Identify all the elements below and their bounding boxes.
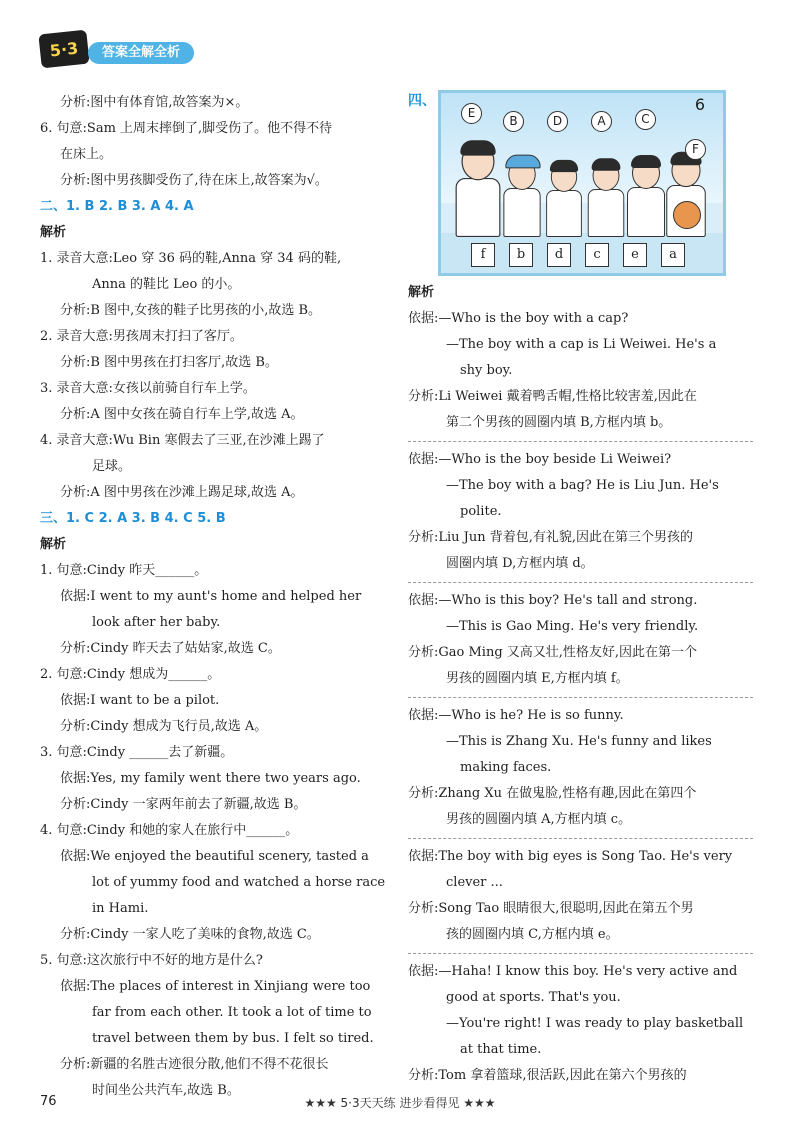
text-line: 依据:I went to my aunt's home and helped her (60, 589, 362, 604)
text-line: —This is Zhang Xu. He's funny and likes (446, 734, 712, 749)
text-line: 分析:Gao Ming 又高又壮,性格友好,因此在第一个 (408, 645, 698, 660)
boy-body (503, 188, 540, 237)
section-divider (408, 582, 753, 583)
hair (592, 158, 621, 170)
text-line: in Hami. (92, 901, 149, 916)
text-line: 6. 句意:Sam 上周末摔倒了,脚受伤了。他不得不待 (40, 121, 333, 136)
boy-head (551, 162, 577, 192)
text-line: —The boy with a bag? He is Liu Jun. He's (446, 478, 719, 493)
page-footer (0, 1094, 800, 1118)
logo-text: 5·3 (48, 38, 80, 60)
text-line: 分析:B 图中,女孩的鞋子比男孩的小,故选 B。 (60, 303, 322, 318)
answer-circle: F (685, 139, 706, 160)
text-line: 男孩的圆圈内填 E,方框内填 f。 (446, 671, 629, 686)
text-line: 2. 句意:Cindy 想成为______。 (40, 667, 221, 682)
boy-figure (588, 160, 624, 237)
text-line: 圆圈内填 D,方框内填 d。 (446, 556, 594, 571)
boy-head (593, 160, 620, 191)
answer-circle: B (503, 111, 524, 132)
text-line: 解析 (40, 537, 67, 552)
boy-body (627, 187, 665, 237)
left-column (40, 90, 390, 1104)
text-line: 分析:B 图中男孩在打扫客厅,故选 B。 (60, 355, 278, 370)
text-line: 分析:图中男孩脚受伤了,待在床上,故答案为√。 (60, 173, 328, 188)
text-line: 二、1. B 2. B 3. A 4. A (40, 199, 194, 214)
answer-circle: D (547, 111, 568, 132)
text-line: 1. 录音大意:Leo 穿 36 码的鞋,Anna 穿 34 码的鞋, (40, 251, 342, 266)
text-line: —This is Gao Ming. He's very friendly. (446, 619, 699, 634)
answer-box: a (661, 243, 685, 267)
boy-body (546, 190, 582, 237)
boy-body (456, 178, 501, 237)
text-line: 分析:Cindy 一家两年前去了新疆,故选 B。 (60, 797, 307, 812)
footer-slogan: ★★★ 5·3天天练 进步看得见 ★★★ (304, 1096, 496, 1110)
boy-head (461, 143, 494, 181)
text-line: lot of yummy food and watched a horse race (92, 875, 386, 890)
brand-logo (38, 30, 89, 69)
answer-box: f (471, 243, 495, 267)
text-line: 三、1. C 2. A 3. B 4. C 5. B (40, 511, 226, 526)
text-line: 分析:Cindy 一家人吃了美味的食物,故选 C。 (60, 927, 320, 942)
text-line: 依据:We enjoyed the beautiful scenery, tasted a (60, 849, 369, 864)
text-line: 依据:—Who is this boy? He's tall and strong. (408, 593, 698, 608)
right-column (408, 90, 753, 1089)
text-line: 分析:Cindy 昨天去了姑姑家,故选 C。 (60, 641, 281, 656)
boy-head (508, 159, 535, 190)
basketball-icon (673, 201, 701, 229)
text-line: 依据:—Haha! I know this boy. He's very active and (408, 964, 738, 979)
text-line: travel between them by bus. I felt so tired. (92, 1031, 374, 1046)
answer-box: e (623, 243, 647, 267)
text-line: making faces. (460, 760, 552, 775)
text-line: look after her baby. (92, 615, 221, 630)
hair (460, 140, 495, 155)
text-line: 依据:The boy with big eyes is Song Tao. He's very (408, 849, 733, 864)
text-line: at that time. (460, 1042, 542, 1057)
text-line: 解析 (40, 225, 67, 240)
text-line: 3. 句意:Cindy ______去了新疆。 (40, 745, 234, 760)
page-number: 76 (40, 1094, 57, 1109)
text-line: 依据:The places of interest in Xinjiang were too (60, 979, 371, 994)
text-line: Anna 的鞋比 Leo 的小。 (92, 277, 241, 292)
text-line: 依据:Yes, my family went there two years ago. (60, 771, 361, 786)
text-line: shy boy. (460, 363, 513, 378)
text-line: 在床上。 (60, 147, 113, 162)
text-line: 依据:—Who is he? He is so funny. (408, 708, 624, 723)
text-line: 分析:Song Tao 眼睛很大,很聪明,因此在第五个男 (408, 901, 694, 916)
text-line: 时间坐公共汽车,故选 B。 (92, 1083, 240, 1098)
boy-figure (456, 143, 501, 237)
text-line: 依据:—Who is the boy beside Li Weiwei? (408, 452, 672, 467)
text-line: 4. 录音大意:Wu Bin 寒假去了三亚,在沙滩上踢了 (40, 433, 325, 448)
text-line: 依据:—Who is the boy with a cap? (408, 311, 629, 326)
boys-illustration (438, 90, 726, 276)
answer-box: d (547, 243, 571, 267)
text-line: —The boy with a cap is Li Weiwei. He's a (446, 337, 717, 352)
text-line: 3. 录音大意:女孩以前骑自行车上学。 (40, 381, 256, 396)
hair (550, 160, 578, 172)
answer-box: c (585, 243, 609, 267)
text-line: 1. 句意:Cindy 昨天______。 (40, 563, 208, 578)
answer-circle: E (461, 103, 482, 124)
boy-head (632, 157, 660, 189)
text-line: 解析 (408, 285, 435, 300)
corner-mark: 6 (694, 95, 705, 114)
section-divider (408, 697, 753, 698)
exercise-four (408, 90, 753, 280)
right-analysis (408, 280, 753, 1089)
answer-box: b (509, 243, 533, 267)
text-line: —You're right! I was ready to play basketball (446, 1016, 744, 1031)
text-line: 分析:Zhang Xu 在做鬼脸,性格有趣,因此在第四个 (408, 786, 697, 801)
hair (631, 155, 661, 168)
section-divider (408, 838, 753, 839)
cap-icon (505, 155, 540, 169)
text-line: good at sports. That's you. (446, 990, 621, 1005)
text-line: 男孩的圆圈内填 A,方框内填 c。 (446, 812, 632, 827)
section-divider (408, 953, 753, 954)
section-divider (408, 441, 753, 442)
text-line: clever ... (446, 875, 503, 890)
text-line: far from each other. It took a lot of time to (92, 1005, 372, 1020)
text-line: 第二个男孩的圆圈内填 B,方框内填 b。 (446, 415, 672, 430)
text-line: 分析:新疆的名胜古迹很分散,他们不得不花很长 (60, 1057, 329, 1072)
answer-circle: C (635, 109, 656, 130)
text-line: 分析:Cindy 想成为飞行员,故选 A。 (60, 719, 268, 734)
text-line: 足球。 (92, 459, 132, 474)
text-line: 5. 句意:这次旅行中不好的地方是什么? (40, 953, 263, 968)
header-badge: 答案全解全析 (88, 42, 194, 64)
text-line: 依据:I want to be a pilot. (60, 693, 220, 708)
text-line: 2. 录音大意:男孩周末打扫了客厅。 (40, 329, 243, 344)
text-line: 分析:图中有体育馆,故答案为×。 (60, 95, 249, 110)
section-label: 四、 (408, 93, 436, 109)
boy-figure (546, 162, 582, 237)
answer-circle: A (591, 111, 612, 132)
page-header (40, 30, 300, 70)
text-line: 分析:A 图中男孩在沙滩上踢足球,故选 A。 (60, 485, 304, 500)
text-line: 分析:Tom 拿着篮球,很活跃,因此在第六个男孩的 (408, 1068, 687, 1083)
text-line: 分析:A 图中女孩在骑自行车上学,故选 A。 (60, 407, 304, 422)
boy-body (588, 189, 624, 237)
text-line: 分析:Liu Jun 背着包,有礼貌,因此在第三个男孩的 (408, 530, 694, 545)
boy-figure (627, 157, 665, 237)
text-line: polite. (460, 504, 502, 519)
text-line: 分析:Li Weiwei 戴着鸭舌帽,性格比较害羞,因此在 (408, 389, 697, 404)
text-line: 孩的圆圈内填 C,方框内填 e。 (446, 927, 619, 942)
boy-figure (503, 159, 540, 237)
text-line: 4. 句意:Cindy 和她的家人在旅行中______。 (40, 823, 299, 838)
